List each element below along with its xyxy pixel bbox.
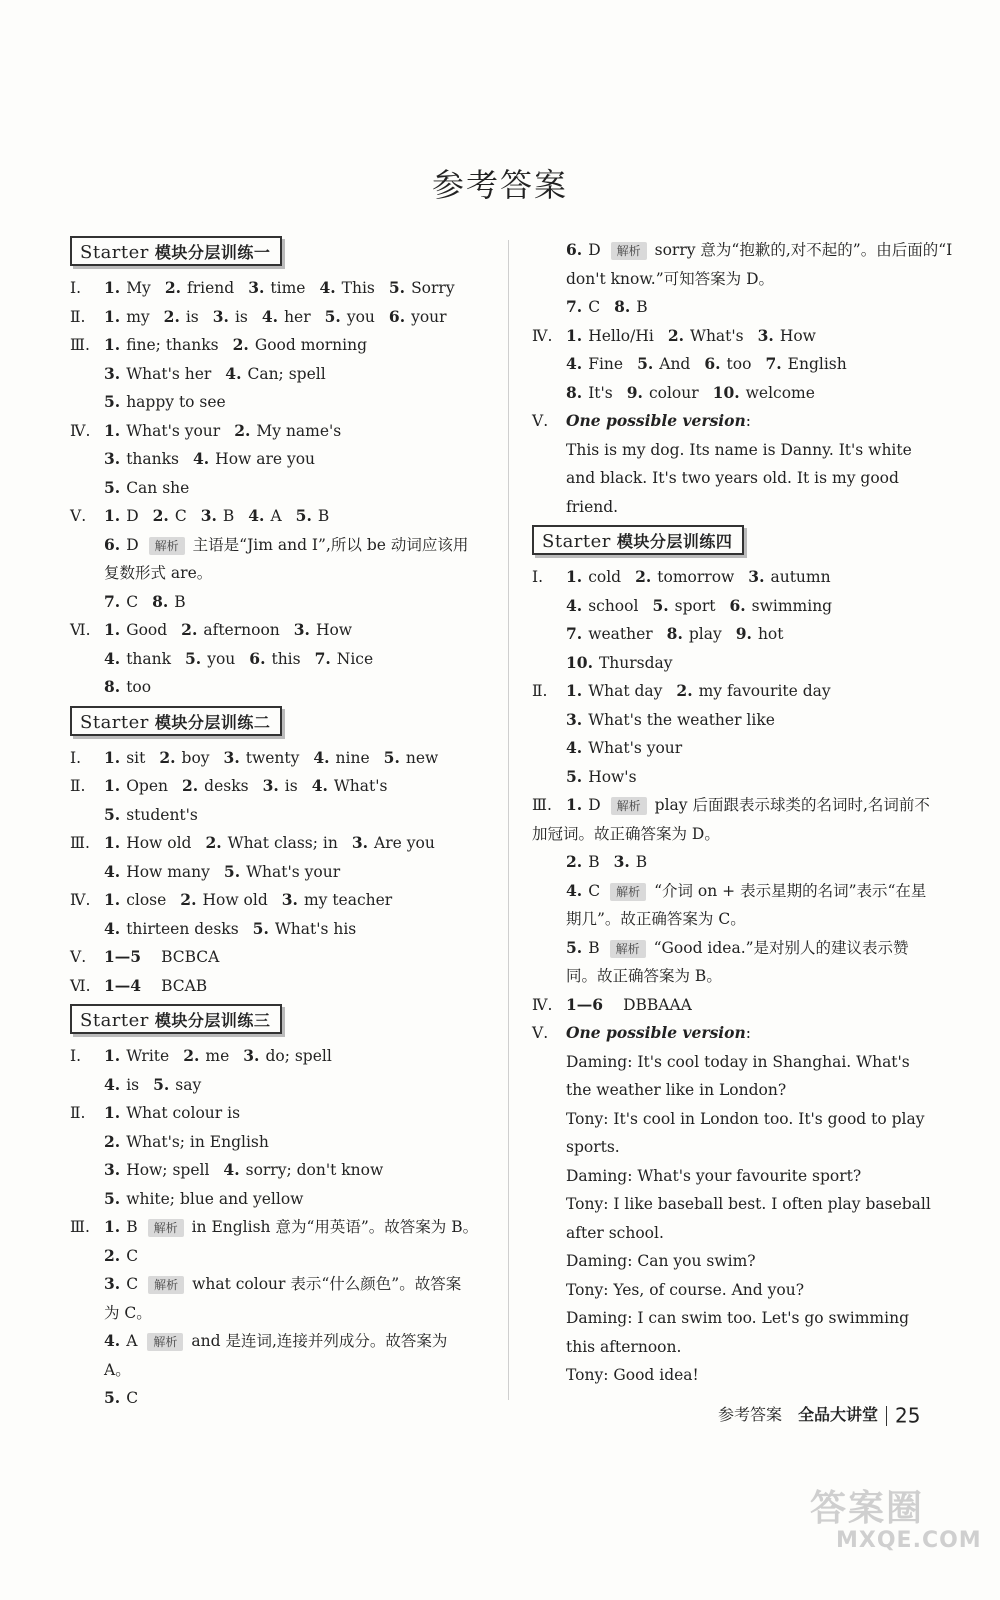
dialogue-line: Tony: Good idea! — [566, 1366, 699, 1384]
answer-line: Ⅰ. 1. sit 2. boy 3. twenty 4. nine 5. new — [70, 747, 439, 767]
answer-line: 5. How's — [566, 766, 637, 786]
section-header-2: Starter 模块分层训练二 — [70, 706, 282, 736]
dialogue-line: Tony: I like baseball best. I often play baseball after school. — [566, 1195, 931, 1242]
column-divider — [508, 240, 509, 1400]
answer-line: Ⅰ. 1. Write 2. me 3. do; spell — [70, 1046, 332, 1065]
answer-line: Ⅵ. 1—4 BCAB — [70, 975, 208, 995]
page-title: 参考答案 — [431, 166, 568, 204]
section-header-1: Starter 模块分层训练一 — [70, 236, 282, 266]
answer-line: 7. C 8. B — [104, 591, 186, 611]
left-column — [70, 236, 490, 1413]
answer-line: Ⅴ. One possible version: — [532, 1023, 752, 1042]
answer-line: 3. What's her 4. Can; spell — [104, 363, 326, 383]
answer-line: Ⅲ. 1. How old 2. What class; in 3. Are you — [70, 833, 435, 852]
answer-line: 5. Can she — [104, 477, 190, 497]
answer-line: 10. Thursday — [566, 652, 673, 672]
answer-explanation: 6. D 解析 sorry 意为“抱歉的,对不起的”。由后面的“I don't know.”可知答案为 D。 — [566, 240, 953, 288]
footer-brand: 全品大讲堂 — [798, 1405, 879, 1424]
page-number: 25 — [895, 1403, 921, 1428]
answer-line: Ⅳ. 1. Hello/Hi 2. What's 3. How — [532, 325, 816, 345]
dialogue-line: Daming: Can you swim? — [566, 1252, 756, 1270]
footer-label: 参考答案 — [718, 1405, 783, 1424]
watermark-logo: 答案圈 — [810, 1488, 925, 1529]
answer-line: Ⅰ. 1. My 2. friend 3. time 4. This 5. Sorry — [70, 278, 455, 297]
answer-line: 2. What's; in English — [104, 1131, 269, 1151]
footer-divider — [886, 1406, 887, 1426]
answer-line: Ⅱ. 1. What day 2. my favourite day — [532, 681, 831, 700]
answer-explanation: 3. C 解析 what colour 表示“什么颜色”。故答案为 C。 — [104, 1274, 462, 1322]
answer-line: Ⅱ. 1. Open 2. desks 3. is 4. What's — [70, 776, 388, 795]
answer-line: 7. weather 8. play 9. hot — [566, 624, 784, 643]
section-header-3: Starter 模块分层训练三 — [70, 1004, 282, 1034]
dialogue-line: Daming: I can swim too. Let's go swimming this afternoon. — [566, 1309, 909, 1356]
answer-line: Ⅳ. 1—6 DBBAAA — [532, 994, 692, 1014]
answer-explanation: Ⅲ. 1. D 解析 play 后面跟表示球类的名词时,名词前不加冠词。故正确答案为 D。 — [532, 795, 930, 843]
answer-line: 2. C — [104, 1245, 139, 1265]
answer-line: Ⅴ. 1—5 BCBCA — [70, 947, 220, 966]
answer-line: 8. It's 9. colour 10. welcome — [566, 382, 815, 402]
answer-line: 8. too — [104, 677, 152, 696]
page-footer — [718, 1402, 920, 1428]
answer-line: Ⅲ. 1. fine; thanks 2. Good morning — [70, 335, 367, 354]
answer-line: 4. Fine 5. And 6. too 7. English — [566, 354, 847, 373]
answer-line: Ⅵ. 1. Good 2. afternoon 3. How — [70, 620, 353, 639]
answer-line: 5. student's — [104, 804, 198, 824]
answer-line: Ⅱ. 1. What colour is — [70, 1103, 241, 1122]
answer-line: 4. thirteen desks 5. What's his — [104, 918, 357, 938]
answer-line: 4. thank 5. you 6. this 7. Nice — [104, 648, 374, 668]
answer-line: 3. What's the weather like — [566, 709, 775, 729]
answer-explanation: 4. C 解析 “介词 on + 表示星期的名词”表示“在星期几”。故正确答案为 C。 — [566, 880, 927, 928]
answer-line: 4. school 5. sport 6. swimming — [566, 595, 833, 615]
answer-explanation: 6. D 解析 主语是“Jim and I”,所以 be 动词应该用复数形式 are。 — [104, 534, 469, 582]
answer-line: Ⅴ. 1. D 2. C 3. B 4. A 5. B — [70, 506, 330, 525]
answer-line: 4. is 5. say — [104, 1074, 202, 1094]
watermark-url: MXQE.COM — [836, 1528, 982, 1553]
answer-line: 5. happy to see — [104, 392, 226, 411]
answer-explanation: Ⅲ. 1. B 解析 in English 意为“用英语”。故答案为 B。 — [70, 1217, 479, 1236]
answer-line: Ⅰ. 1. cold 2. tomorrow 3. autumn — [532, 567, 831, 586]
right-column — [532, 236, 962, 1390]
answer-line: Ⅴ. One possible version: — [532, 411, 752, 430]
answer-explanation: 5. B 解析 “Good idea.”是对别人的建议表示赞同。故正确答案为 B。 — [566, 937, 909, 985]
answer-line: 4. What's your — [566, 738, 683, 757]
dialogue-line: Tony: Yes, of course. And you? — [566, 1280, 805, 1299]
writing-sample: This is my dog. Its name is Danny. It's white and black. It's two years old. It is my good friend. — [566, 440, 912, 516]
answer-line: 2. B 3. B — [566, 852, 648, 871]
answer-line: Ⅱ. 1. my 2. is 3. is 4. her 5. you 6. your — [70, 306, 447, 326]
answer-line: 5. white; blue and yellow — [104, 1188, 304, 1208]
answer-explanation: 4. A 解析 and 是连词,连接并列成分。故答案为 A。 — [104, 1331, 448, 1379]
answer-line: 3. How; spell 4. sorry; don't know — [104, 1160, 384, 1179]
answer-line: Ⅳ. 1. close 2. How old 3. my teacher — [70, 890, 393, 909]
answer-line: Ⅳ. 1. What's your 2. My name's — [70, 420, 342, 440]
dialogue-line: Tony: It's cool in London too. It's good to play sports. — [566, 1109, 925, 1156]
answer-line: 3. thanks 4. How are you — [104, 449, 316, 468]
answer-line: 4. How many 5. What's your — [104, 861, 341, 881]
dialogue-line: Daming: It's cool today in Shanghai. What's the weather like in London? — [566, 1052, 910, 1099]
answer-line: 5. C — [104, 1388, 139, 1407]
section-header-4: Starter 模块分层训练四 — [532, 525, 744, 555]
answer-line: 7. C 8. B — [566, 297, 648, 316]
dialogue-line: Daming: What's your favourite sport? — [566, 1166, 862, 1185]
